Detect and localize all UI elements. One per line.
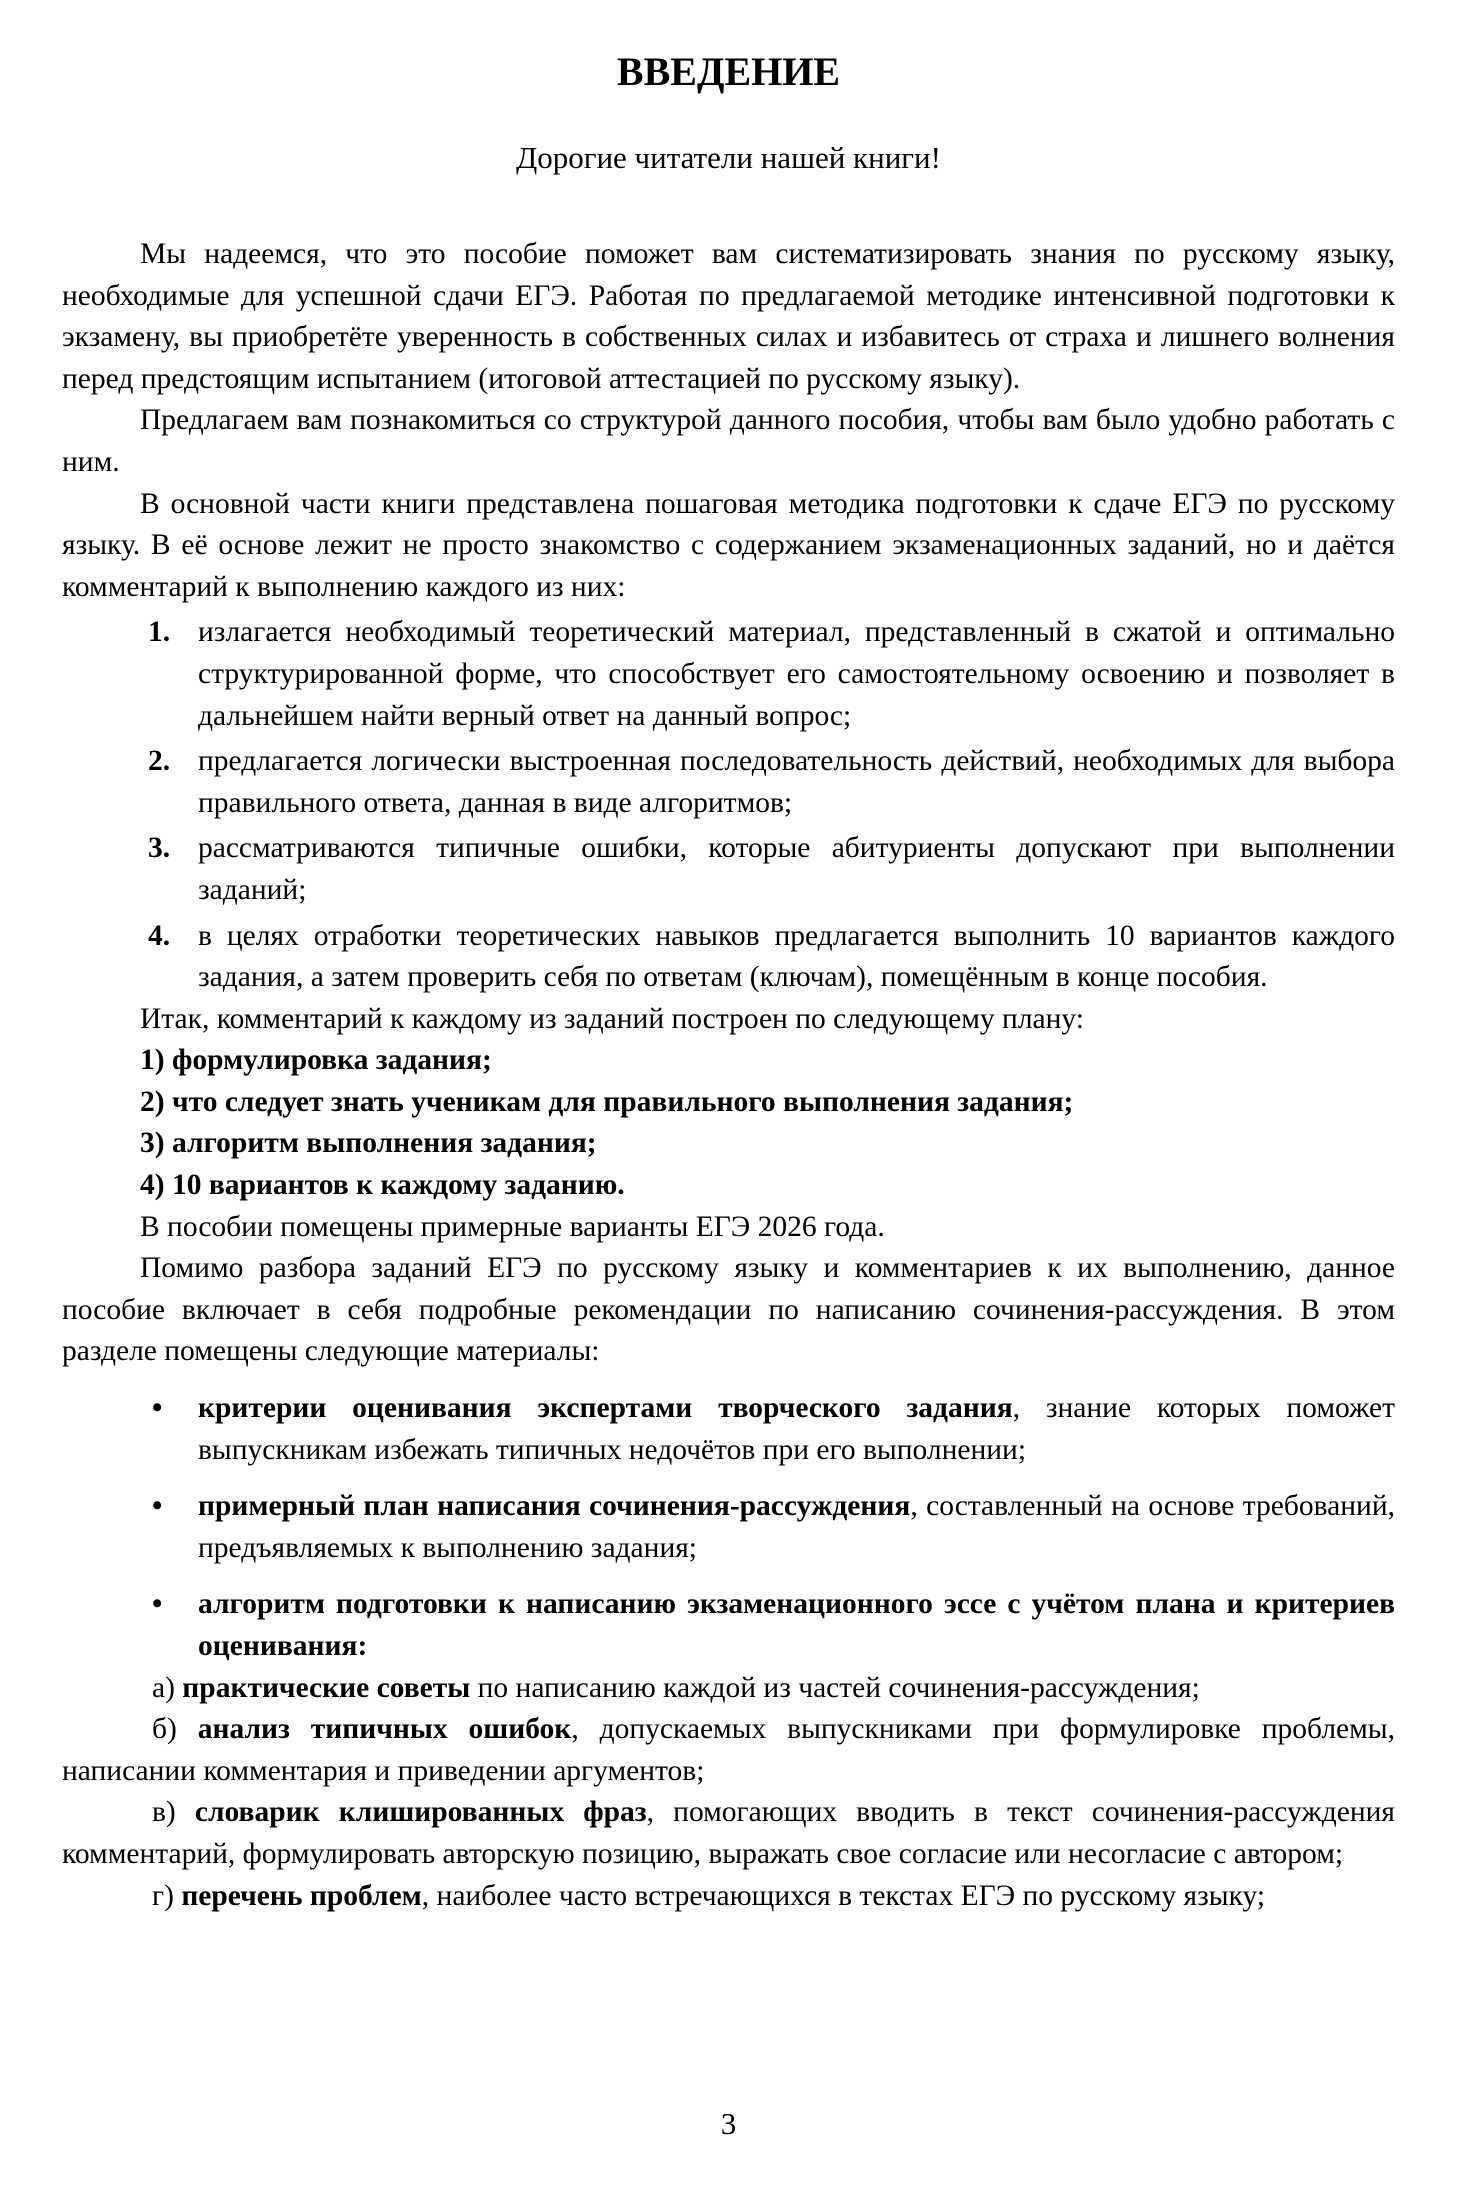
bullet-item [152,1486,1396,1569]
numbered-item [148,916,1395,999]
text-segment: , наиболее часто встречающихся в текстах ЕГЭ по русскому языку; [421,1879,1266,1912]
text-segment: Помимо разбора заданий ЕГЭ по русскому языку и комментариев к их выполнению, данное пособие включает в себя подробные рекомендации по написанию сочинения-рассуждения. В этом разделе помещены следующие материалы: [62,1252,1395,1368]
bullet-icon: • [152,1588,163,1621]
plan-item [62,1123,1395,1165]
bold-text-segment: словарик клишированных фраз [194,1796,647,1829]
lettered-item [62,1709,1395,1792]
text-segment: В пособии помещены примерные варианты ЕГЭ 2026 года. [140,1210,885,1243]
text-segment: Итак, комментарий к каждому из заданий построен по следующему плану: [140,1002,1084,1035]
item-number: 1. [148,616,171,649]
text-segment: в) [152,1796,195,1829]
text-segment: рассматриваются типичные ошибки, которые абитуриенты допускают при выполнении заданий; [198,832,1395,906]
bold-text-segment: 1) формулировка задания; [140,1044,492,1077]
bullet-icon: • [152,1490,163,1523]
paragraph [62,999,1395,1041]
bold-text-segment: примерный план написания сочинения-рассуждения [198,1490,911,1523]
paragraph [62,1207,1395,1249]
text-segment: , допускаемых выпускниками при формулировке проблемы, написании комментария и приведении аргументов; [62,1713,1395,1787]
text-segment: по написанию каждой из частей сочинения-рассуждения; [470,1671,1200,1704]
item-number: 3. [148,832,171,865]
paragraph [62,484,1395,609]
text-segment: предлагается логически выстроенная последовательность действий, необходимых для выбора правильного ответа, данная в виде алгоритмов; [198,745,1395,819]
bold-text-segment: критерии оценивания экспертами творческого задания [198,1392,1013,1425]
lettered-item [62,1876,1395,1918]
numbered-item [148,741,1395,824]
plan-item [62,1040,1395,1082]
paragraph [62,1248,1395,1373]
text-segment: , помогающих вводить в текст сочинения-рассуждения комментарий, формулировать авторскую позицию, выражать свое согласие или несогласие с автором; [62,1796,1395,1870]
text-segment: Мы надеемся, что это пособие поможет вам систематизировать знания по русскому языку, необходимые для успешной сдачи ЕГЭ. Работая по предлагаемой методике интенсивной подготовки к экзамену, вы приобретёте уверенность в собственных силах и избавитесь от страха и лишнего волнения перед предстоящим испытанием (итоговой аттестацией по русскому языку). [62,238,1395,395]
lettered-item [62,1668,1395,1710]
bullet-item [152,1388,1395,1471]
text-segment: В основной части книги представлена пошаговая методика подготовки к сдаче ЕГЭ по русскому языку. В её основе лежит не просто знакомство с содержанием экзаменационных заданий, но и даётся комментарий к выполнению каждого из них: [62,487,1395,603]
bold-text-segment: 2) что следует знать ученикам для правильного выполнения задания; [140,1085,1074,1118]
numbered-item [148,612,1395,737]
bold-text-segment: практические советы [182,1671,471,1704]
greeting-line: Дорогие читатели нашей книги! [516,140,941,175]
numbered-item [148,828,1395,911]
bold-text-segment: алгоритм подготовки к написанию экзаменационного эссе с учётом плана и критериев оценивания: [198,1588,1395,1662]
paragraph [62,234,1395,400]
item-number: 4. [148,919,171,952]
bold-text-segment: 3) алгоритм выполнения задания; [140,1127,597,1160]
bold-text-segment: перечень проблем [181,1879,422,1912]
text-segment: , составленный на основе требований, предъявляемых к выполнению задания; [198,1490,1396,1564]
text-segment: в целях отработки теоретических навыков предлагается выполнить 10 вариантов каждого задания, а затем проверить себя по ответам (ключам), помещённым в конце пособия. [198,919,1395,994]
bold-text-segment: анализ типичных ошибок [197,1713,572,1746]
bullet-item [152,1584,1395,1667]
document-body [62,234,1395,1917]
bold-text-segment: 4) 10 вариантов к каждому заданию. [140,1169,625,1202]
text-segment: б) [152,1713,198,1746]
text-segment: а) [152,1671,183,1704]
plan-item [62,1082,1395,1124]
lettered-item [62,1792,1395,1875]
text-segment: Предлагаем вам познакомиться со структурой данного пособия, чтобы вам было удобно работать с ним. [62,404,1395,478]
text-segment: , знание которых поможет выпускникам избежать типичных недочётов при его выполнении; [198,1392,1395,1466]
page-number: 3 [720,2106,737,2141]
item-number: 2. [148,745,171,778]
paragraph [62,400,1395,483]
text-segment: излагается необходимый теоретический материал, представленный в сжатой и оптимально структурированной форме, что способствует его самостоятельному освоению и позволяет в дальнейшем найти верный ответ на данный вопрос; [198,616,1395,732]
page-title: ВВЕДЕНИЕ [616,49,841,94]
plan-item [62,1165,1395,1207]
bullet-icon: • [152,1392,163,1425]
text-segment: г) [152,1879,182,1912]
